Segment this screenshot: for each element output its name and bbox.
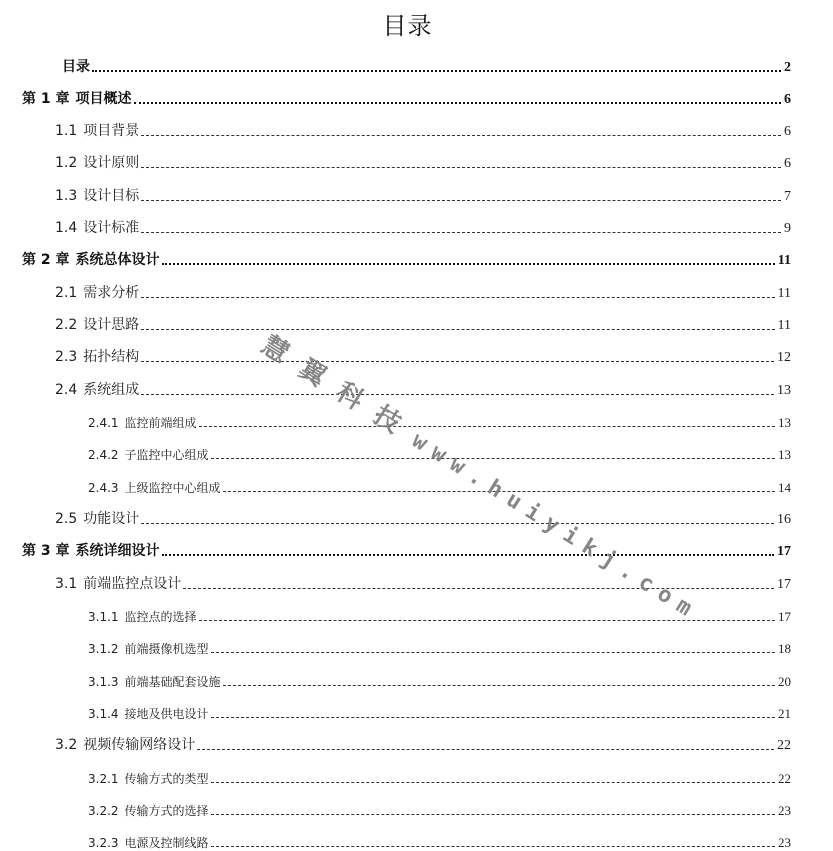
watermark-url: www.huiyikj.com [407,428,704,627]
toc-entry-page: 6 [784,124,791,139]
toc-entry-label: 拓扑结构 [83,349,140,365]
toc-entry[interactable] [22,84,791,108]
toc-entry-page: 13 [778,415,791,430]
toc-entry-page: 6 [784,156,791,171]
toc-entry[interactable] [88,439,791,463]
toc-entry-page: 20 [778,674,791,689]
toc-entry-number: 3.1 [55,576,78,592]
dot-leader [197,748,774,750]
toc-entry-label: 设计目标 [83,188,140,204]
toc-entry-number: 3.2.1 [88,772,119,786]
toc-entry-page: 14 [778,480,791,495]
toc-entry-label: 监控点的选择 [124,610,197,624]
toc-entry-page: 17 [778,609,791,624]
page-title: 目录 [382,12,433,40]
toc-entry[interactable] [55,730,791,754]
toc-entry-label: 传输方式的类型 [124,772,209,786]
dot-leader [211,651,775,653]
toc-entry[interactable] [88,763,791,787]
dot-leader [141,231,781,233]
toc-entry-number: 第 1 章 [22,91,70,107]
toc-entry-number: 2.4.3 [88,481,119,495]
toc-entry-number: 2.4.1 [88,416,119,430]
toc-entry-page: 16 [777,512,791,527]
toc-entry[interactable] [88,827,791,851]
toc-entry[interactable] [88,472,791,496]
dot-leader [211,457,775,459]
toc-entry-label: 视频传输网络设计 [83,737,196,753]
toc-entry-label: 项目概述 [75,91,132,107]
toc-entry-page: 6 [784,92,791,107]
toc-entry-page: 17 [777,577,791,592]
dot-leader [162,262,775,265]
toc-entry-label: 系统总体设计 [75,252,160,268]
dot-leader [141,393,774,395]
dot-leader [141,199,781,201]
toc-entry-label: 需求分析 [83,285,140,301]
toc-entry[interactable] [55,181,791,205]
toc-entry[interactable] [62,52,791,76]
toc-entry-page: 23 [778,803,791,818]
toc-entry-page: 21 [778,706,791,721]
toc-entry-label: 系统组成 [83,382,140,398]
toc-entry-page: 12 [777,350,791,365]
toc-entry-number: 第 2 章 [22,252,70,268]
toc-entry[interactable] [88,633,791,657]
dot-leader [141,296,774,298]
toc-entry[interactable] [55,375,791,399]
toc-entry-label: 接地及供电设计 [124,707,209,721]
toc-entry-page: 23 [778,835,791,850]
toc-entry[interactable] [55,504,791,528]
toc-entry-page: 22 [777,738,791,753]
dot-leader [141,522,774,524]
dot-leader [141,166,781,168]
toc-entry-page: 2 [784,60,791,75]
toc-entry-label: 前端摄像机选型 [124,642,209,656]
toc-entry[interactable] [55,148,791,172]
toc-entry[interactable] [22,536,791,560]
dot-leader [199,619,775,621]
toc-entry-page: 18 [778,641,791,656]
toc-entry-page: 11 [777,286,791,301]
toc-entry-page: 11 [777,253,791,268]
dot-leader [183,587,774,589]
toc-entry-label: 设计原则 [83,155,140,171]
toc-entry-label: 前端监控点设计 [83,576,182,592]
dot-leader [141,328,774,330]
toc-entry[interactable] [55,310,791,334]
dot-leader [141,360,774,362]
toc-entry-label: 传输方式的选择 [124,804,209,818]
toc-entry[interactable] [88,666,791,690]
toc-entry-page: 9 [784,221,791,236]
toc-entry-label: 电源及控制线路 [124,836,209,850]
toc-entry[interactable] [88,795,791,819]
toc-entry[interactable] [55,278,791,302]
toc-entry-number: 3.2.3 [88,836,119,850]
dot-leader [92,69,781,72]
dot-leader [223,684,775,686]
toc-entry-page: 17 [777,544,791,559]
toc-entry-number: 3.2 [55,737,78,753]
toc-entry-number: 2.4.2 [88,448,119,462]
toc-entry-label: 子监控中心组成 [124,448,209,462]
dot-leader [141,134,781,136]
toc-entry-number: 1.2 [55,155,78,171]
toc-entry-number: 3.2.2 [88,804,119,818]
toc-entry-number: 1.4 [55,220,78,236]
toc-entry-number: 2.4 [55,382,78,398]
toc-entry[interactable] [55,342,791,366]
dot-leader [211,813,775,815]
toc-entry[interactable] [88,698,791,722]
toc-entry-page: 7 [784,189,791,204]
toc-entry-number: 3.1.4 [88,707,119,721]
dot-leader [211,845,775,847]
toc-entry-page: 13 [777,383,791,398]
toc-entry[interactable] [55,569,791,593]
toc-entry-page: 11 [777,318,791,333]
dot-leader [199,425,775,427]
toc-entry-number: 3.1.2 [88,642,119,656]
toc-entry-label: 目录 [62,59,90,75]
toc-entry[interactable] [88,407,791,431]
toc-entry-label: 前端基础配套设施 [124,675,221,689]
toc-entry-label: 上级监控中心组成 [124,481,221,495]
toc-entry-label: 功能设计 [83,511,140,527]
toc-entry-label: 系统详细设计 [75,543,160,559]
toc-entry-page: 13 [778,447,791,462]
toc-entry-number: 2.5 [55,511,78,527]
toc-entry[interactable] [55,116,791,140]
toc-entry-number: 1.3 [55,188,78,204]
toc-entry-label: 监控前端组成 [124,416,197,430]
toc-entry-number: 第 3 章 [22,543,70,559]
dot-leader [223,490,775,492]
toc-entry-number: 1.1 [55,123,78,139]
watermark-company: 慧翼科技 [255,330,422,449]
toc-entry-label: 项目背景 [83,123,140,139]
toc-entry-label: 设计标准 [83,220,140,236]
toc-entry-page: 22 [778,771,791,786]
toc-entry[interactable] [88,601,791,625]
dot-leader [211,716,775,718]
toc-entry-number: 2.3 [55,349,78,365]
toc-entry-label: 设计思路 [83,317,140,333]
toc-entry-number: 3.1.3 [88,675,119,689]
toc-entry-number: 2.2 [55,317,78,333]
dot-leader [211,781,775,783]
dot-leader [134,101,782,104]
dot-leader [162,553,775,556]
toc-entry[interactable] [22,245,791,269]
toc-entry-number: 3.1.1 [88,610,119,624]
toc-entry[interactable] [55,213,791,237]
toc-entry-number: 2.1 [55,285,78,301]
